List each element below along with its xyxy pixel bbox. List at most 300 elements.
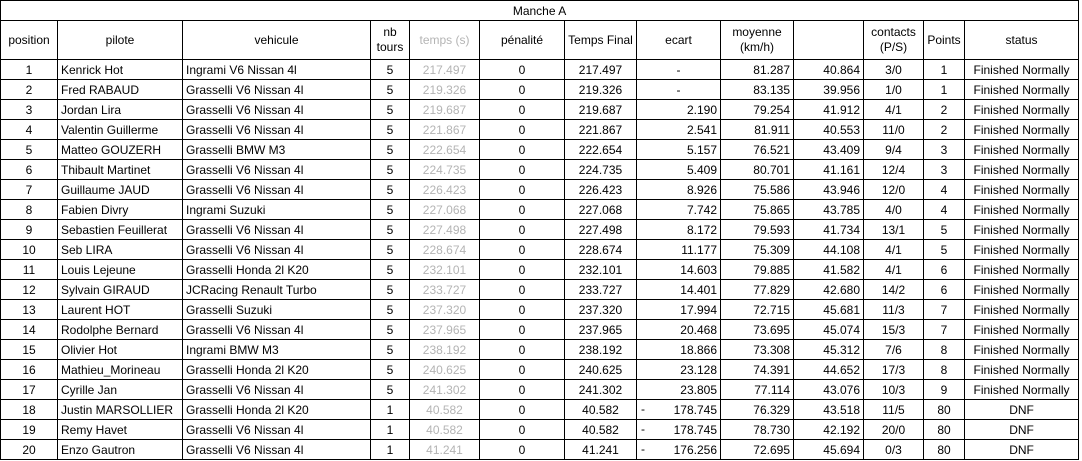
cell-ecart [637, 420, 721, 440]
sheet-title: Manche A [1, 1, 1079, 21]
cell-points: 7 [924, 320, 965, 340]
ecart-value: - [676, 82, 681, 97]
cell-points: 80 [924, 420, 965, 440]
cell-temps-final: 226.423 [565, 180, 637, 200]
cell-moyenne: 81.287 [721, 60, 794, 80]
cell-nb-tours: 5 [371, 320, 410, 340]
table-row [1, 260, 1079, 280]
cell-points: 5 [924, 240, 965, 260]
cell-pilote: Enzo Gautron [58, 440, 183, 460]
cell-status: Finished Normally [965, 280, 1079, 300]
cell-penalite: 0 [480, 200, 565, 220]
cell-status: Finished Normally [965, 100, 1079, 120]
cell-temps: 217.497 [410, 60, 480, 80]
header-row [1, 21, 1079, 60]
cell-nb-tours: 5 [371, 200, 410, 220]
ecart-value: - [676, 62, 681, 77]
cell-extra: 45.312 [794, 340, 864, 360]
cell-ecart [637, 120, 721, 140]
ecart-value: 2.541 [686, 122, 717, 137]
ecart-value: 23.128 [680, 362, 717, 377]
cell-points: 2 [924, 100, 965, 120]
cell-temps-final: 241.302 [565, 380, 637, 400]
cell-pilote: Valentin Guillerme [58, 120, 183, 140]
cell-contacts: 7/6 [864, 340, 924, 360]
cell-vehicule: Grasselli V6 Nissan 4l [183, 420, 371, 440]
cell-contacts: 1/0 [864, 80, 924, 100]
cell-contacts: 4/0 [864, 200, 924, 220]
header-moyenne: moyenne (km/h) [721, 21, 794, 60]
cell-pilote: Guillaume JAUD [58, 180, 183, 200]
cell-vehicule: Ingrami V6 Nissan 4l [183, 60, 371, 80]
cell-temps-final: 240.625 [565, 360, 637, 380]
ecart-value: 5.409 [686, 162, 717, 177]
cell-status: Finished Normally [965, 360, 1079, 380]
cell-nb-tours: 5 [371, 60, 410, 80]
table-row [1, 300, 1079, 320]
cell-ecart [637, 80, 721, 100]
cell-penalite: 0 [480, 100, 565, 120]
header-extra [794, 21, 864, 60]
cell-ecart [637, 400, 721, 420]
cell-ecart [637, 380, 721, 400]
cell-status: Finished Normally [965, 320, 1079, 340]
cell-position: 11 [1, 260, 58, 280]
cell-position: 9 [1, 220, 58, 240]
cell-extra: 40.864 [794, 60, 864, 80]
cell-status: DNF [965, 440, 1079, 460]
cell-ecart [637, 320, 721, 340]
cell-points: 4 [924, 180, 965, 200]
cell-vehicule: Grasselli Honda 2l K20 [183, 360, 371, 380]
header-vehicule: vehicule [183, 21, 371, 60]
cell-position: 6 [1, 160, 58, 180]
cell-moyenne: 72.695 [721, 440, 794, 460]
cell-nb-tours: 5 [371, 240, 410, 260]
ecart-value: 14.603 [680, 262, 717, 277]
cell-points: 8 [924, 340, 965, 360]
cell-vehicule: Ingrami BMW M3 [183, 340, 371, 360]
cell-penalite: 0 [480, 400, 565, 420]
cell-vehicule: Grasselli V6 Nissan 4l [183, 180, 371, 200]
cell-pilote: Fred RABAUD [58, 80, 183, 100]
cell-moyenne: 72.715 [721, 300, 794, 320]
cell-vehicule: Grasselli V6 Nissan 4l [183, 240, 371, 260]
cell-penalite: 0 [480, 60, 565, 80]
ecart-value: 5.157 [686, 142, 717, 157]
cell-temps: 40.582 [410, 420, 480, 440]
cell-pilote: Cyrille Jan [58, 380, 183, 400]
cell-moyenne: 76.329 [721, 400, 794, 420]
cell-position: 12 [1, 280, 58, 300]
cell-temps-final: 237.320 [565, 300, 637, 320]
cell-temps-final: 233.727 [565, 280, 637, 300]
cell-nb-tours: 5 [371, 100, 410, 120]
cell-pilote: Kenrick Hot [58, 60, 183, 80]
cell-pilote: Olivier Hot [58, 340, 183, 360]
cell-extra: 45.074 [794, 320, 864, 340]
cell-extra: 43.518 [794, 400, 864, 420]
cell-moyenne: 73.308 [721, 340, 794, 360]
cell-temps: 226.423 [410, 180, 480, 200]
cell-temps-final: 228.674 [565, 240, 637, 260]
cell-vehicule: JCRacing Renault Turbo [183, 280, 371, 300]
cell-status: Finished Normally [965, 80, 1079, 100]
cell-vehicule: Grasselli V6 Nissan 4l [183, 120, 371, 140]
header-pilote: pilote [58, 21, 183, 60]
cell-nb-tours: 5 [371, 340, 410, 360]
cell-temps: 41.241 [410, 440, 480, 460]
cell-points: 6 [924, 260, 965, 280]
cell-moyenne: 78.730 [721, 420, 794, 440]
ecart-value: 17.994 [680, 302, 717, 317]
cell-penalite: 0 [480, 320, 565, 340]
table-row [1, 360, 1079, 380]
table-row [1, 400, 1079, 420]
cell-temps: 228.674 [410, 240, 480, 260]
cell-nb-tours: 5 [371, 360, 410, 380]
cell-vehicule: Grasselli BMW M3 [183, 140, 371, 160]
cell-status: Finished Normally [965, 220, 1079, 240]
cell-pilote: Thibault Martinet [58, 160, 183, 180]
cell-position: 18 [1, 400, 58, 420]
cell-extra: 42.680 [794, 280, 864, 300]
cell-points: 3 [924, 160, 965, 180]
cell-position: 20 [1, 440, 58, 460]
cell-nb-tours: 5 [371, 280, 410, 300]
cell-temps: 224.735 [410, 160, 480, 180]
cell-temps-final: 217.497 [565, 60, 637, 80]
cell-ecart [637, 340, 721, 360]
header-points: Points [924, 21, 965, 60]
header-position: position [1, 21, 58, 60]
cell-temps: 222.654 [410, 140, 480, 160]
cell-extra: 43.785 [794, 200, 864, 220]
cell-extra: 43.409 [794, 140, 864, 160]
cell-points: 4 [924, 200, 965, 220]
cell-temps: 232.101 [410, 260, 480, 280]
cell-nb-tours: 1 [371, 440, 410, 460]
cell-moyenne: 74.391 [721, 360, 794, 380]
ecart-value: 8.926 [686, 182, 717, 197]
cell-status: Finished Normally [965, 180, 1079, 200]
cell-status: Finished Normally [965, 260, 1079, 280]
cell-contacts: 11/5 [864, 400, 924, 420]
cell-contacts: 13/1 [864, 220, 924, 240]
cell-temps: 241.302 [410, 380, 480, 400]
cell-contacts: 14/2 [864, 280, 924, 300]
cell-points: 6 [924, 280, 965, 300]
ecart-value: 23.805 [680, 382, 717, 397]
cell-contacts: 4/1 [864, 260, 924, 280]
cell-temps-final: 227.498 [565, 220, 637, 240]
cell-ecart [637, 260, 721, 280]
table-row [1, 200, 1079, 220]
cell-ecart [637, 60, 721, 80]
header-ecart: ecart [637, 21, 721, 60]
ecart-value: 178.745 [673, 422, 717, 437]
cell-ecart [637, 100, 721, 120]
cell-temps: 238.192 [410, 340, 480, 360]
cell-temps-final: 224.735 [565, 160, 637, 180]
cell-penalite: 0 [480, 80, 565, 100]
ecart-value: 178.745 [673, 402, 717, 417]
cell-points: 1 [924, 60, 965, 80]
cell-ecart [637, 240, 721, 260]
cell-temps: 219.687 [410, 100, 480, 120]
cell-vehicule: Grasselli Suzuki [183, 300, 371, 320]
cell-pilote: Sebastien Feuillerat [58, 220, 183, 240]
cell-penalite: 0 [480, 340, 565, 360]
cell-points: 80 [924, 400, 965, 420]
cell-temps-final: 40.582 [565, 420, 637, 440]
cell-contacts: 0/3 [864, 440, 924, 460]
cell-status: Finished Normally [965, 160, 1079, 180]
cell-status: Finished Normally [965, 300, 1079, 320]
cell-extra: 42.192 [794, 420, 864, 440]
cell-status: Finished Normally [965, 340, 1079, 360]
header-status: status [965, 21, 1079, 60]
cell-vehicule: Grasselli V6 Nissan 4l [183, 380, 371, 400]
cell-temps: 237.320 [410, 300, 480, 320]
ecart-value: 18.866 [680, 342, 717, 357]
cell-temps-final: 221.867 [565, 120, 637, 140]
cell-position: 10 [1, 240, 58, 260]
table-row [1, 440, 1079, 460]
cell-nb-tours: 5 [371, 380, 410, 400]
ecart-dash: - [641, 402, 645, 416]
cell-points: 80 [924, 440, 965, 460]
table-row [1, 160, 1079, 180]
cell-nb-tours: 5 [371, 160, 410, 180]
cell-position: 2 [1, 80, 58, 100]
cell-penalite: 0 [480, 220, 565, 240]
cell-contacts: 11/3 [864, 300, 924, 320]
cell-penalite: 0 [480, 240, 565, 260]
cell-penalite: 0 [480, 180, 565, 200]
cell-pilote: Mathieu_Morineau [58, 360, 183, 380]
cell-vehicule: Grasselli V6 Nissan 4l [183, 440, 371, 460]
cell-pilote: Fabien Divry [58, 200, 183, 220]
header-penalite: pénalité [480, 21, 565, 60]
cell-pilote: Sylvain GIRAUD [58, 280, 183, 300]
cell-moyenne: 81.911 [721, 120, 794, 140]
cell-contacts: 12/0 [864, 180, 924, 200]
cell-position: 3 [1, 100, 58, 120]
cell-temps-final: 237.965 [565, 320, 637, 340]
cell-penalite: 0 [480, 260, 565, 280]
cell-contacts: 4/1 [864, 240, 924, 260]
cell-vehicule: Grasselli V6 Nissan 4l [183, 320, 371, 340]
cell-nb-tours: 5 [371, 180, 410, 200]
table-row [1, 280, 1079, 300]
cell-position: 13 [1, 300, 58, 320]
cell-nb-tours: 1 [371, 400, 410, 420]
table-row [1, 80, 1079, 100]
cell-nb-tours: 5 [371, 140, 410, 160]
cell-vehicule: Grasselli V6 Nissan 4l [183, 100, 371, 120]
cell-extra: 39.956 [794, 80, 864, 100]
table-row [1, 60, 1079, 80]
cell-vehicule: Grasselli Honda 2l K20 [183, 260, 371, 280]
ecart-dash: - [641, 422, 645, 436]
cell-ecart [637, 160, 721, 180]
cell-extra: 45.681 [794, 300, 864, 320]
cell-ecart [637, 440, 721, 460]
cell-vehicule: Grasselli V6 Nissan 4l [183, 220, 371, 240]
cell-contacts: 4/1 [864, 100, 924, 120]
cell-position: 15 [1, 340, 58, 360]
cell-points: 5 [924, 220, 965, 240]
ecart-dash: - [641, 442, 645, 456]
cell-contacts: 12/4 [864, 160, 924, 180]
cell-points: 3 [924, 140, 965, 160]
cell-temps: 233.727 [410, 280, 480, 300]
cell-vehicule: Grasselli V6 Nissan 4l [183, 160, 371, 180]
ecart-value: 11.177 [681, 242, 717, 257]
cell-temps: 240.625 [410, 360, 480, 380]
cell-contacts: 17/3 [864, 360, 924, 380]
header-temps: temps (s) [410, 21, 480, 60]
cell-status: Finished Normally [965, 380, 1079, 400]
cell-pilote: Seb LIRA [58, 240, 183, 260]
cell-position: 1 [1, 60, 58, 80]
cell-status: Finished Normally [965, 140, 1079, 160]
cell-temps-final: 227.068 [565, 200, 637, 220]
cell-temps: 40.582 [410, 400, 480, 420]
cell-nb-tours: 5 [371, 220, 410, 240]
header-nb-tours: nb tours [371, 21, 410, 60]
cell-extra: 41.161 [794, 160, 864, 180]
cell-extra: 44.652 [794, 360, 864, 380]
cell-points: 2 [924, 120, 965, 140]
table-row [1, 220, 1079, 240]
cell-vehicule: Ingrami Suzuki [183, 200, 371, 220]
cell-extra: 45.694 [794, 440, 864, 460]
cell-extra: 41.912 [794, 100, 864, 120]
cell-ecart [637, 300, 721, 320]
cell-pilote: Jordan Lira [58, 100, 183, 120]
cell-moyenne: 75.865 [721, 200, 794, 220]
cell-vehicule: Grasselli V6 Nissan 4l [183, 80, 371, 100]
cell-pilote: Louis Lejeune [58, 260, 183, 280]
table-row [1, 240, 1079, 260]
cell-pilote: Remy Havet [58, 420, 183, 440]
ecart-value: 2.190 [686, 102, 717, 117]
cell-temps-final: 219.687 [565, 100, 637, 120]
cell-pilote: Matteo GOUZERH [58, 140, 183, 160]
cell-moyenne: 77.829 [721, 280, 794, 300]
cell-vehicule: Grasselli Honda 2l K20 [183, 400, 371, 420]
cell-ecart [637, 220, 721, 240]
cell-extra: 41.582 [794, 260, 864, 280]
cell-penalite: 0 [480, 300, 565, 320]
cell-temps: 221.867 [410, 120, 480, 140]
cell-penalite: 0 [480, 420, 565, 440]
cell-penalite: 0 [480, 360, 565, 380]
cell-moyenne: 77.114 [721, 380, 794, 400]
cell-ecart [637, 180, 721, 200]
cell-temps: 237.965 [410, 320, 480, 340]
ecart-value: 8.172 [686, 222, 717, 237]
cell-nb-tours: 5 [371, 260, 410, 280]
cell-status: Finished Normally [965, 240, 1079, 260]
cell-temps-final: 232.101 [565, 260, 637, 280]
cell-moyenne: 83.135 [721, 80, 794, 100]
cell-moyenne: 80.701 [721, 160, 794, 180]
cell-moyenne: 73.695 [721, 320, 794, 340]
cell-status: DNF [965, 420, 1079, 440]
cell-contacts: 9/4 [864, 140, 924, 160]
cell-position: 7 [1, 180, 58, 200]
cell-penalite: 0 [480, 160, 565, 180]
cell-status: Finished Normally [965, 60, 1079, 80]
ecart-value: 20.468 [680, 322, 717, 337]
cell-ecart [637, 280, 721, 300]
table-row [1, 320, 1079, 340]
cell-position: 14 [1, 320, 58, 340]
cell-points: 1 [924, 80, 965, 100]
cell-status: Finished Normally [965, 200, 1079, 220]
cell-extra: 40.553 [794, 120, 864, 140]
cell-position: 5 [1, 140, 58, 160]
cell-ecart [637, 140, 721, 160]
cell-contacts: 10/3 [864, 380, 924, 400]
cell-temps: 219.326 [410, 80, 480, 100]
cell-moyenne: 75.309 [721, 240, 794, 260]
cell-ecart [637, 360, 721, 380]
cell-moyenne: 79.593 [721, 220, 794, 240]
cell-temps: 227.498 [410, 220, 480, 240]
cell-contacts: 20/0 [864, 420, 924, 440]
ecart-value: 14.401 [680, 282, 717, 297]
cell-position: 17 [1, 380, 58, 400]
cell-temps-final: 40.582 [565, 400, 637, 420]
cell-extra: 43.946 [794, 180, 864, 200]
table-row [1, 180, 1079, 200]
cell-ecart [637, 200, 721, 220]
cell-nb-tours: 5 [371, 300, 410, 320]
cell-penalite: 0 [480, 280, 565, 300]
table-row [1, 120, 1079, 140]
cell-position: 4 [1, 120, 58, 140]
cell-position: 19 [1, 420, 58, 440]
cell-contacts: 15/3 [864, 320, 924, 340]
table-row [1, 140, 1079, 160]
cell-moyenne: 75.586 [721, 180, 794, 200]
cell-position: 8 [1, 200, 58, 220]
ecart-value: 7.742 [686, 202, 717, 217]
cell-pilote: Laurent HOT [58, 300, 183, 320]
cell-nb-tours: 1 [371, 420, 410, 440]
cell-temps-final: 219.326 [565, 80, 637, 100]
table-row [1, 340, 1079, 360]
table-row [1, 100, 1079, 120]
cell-nb-tours: 5 [371, 80, 410, 100]
cell-status: Finished Normally [965, 120, 1079, 140]
header-contacts: contacts (P/S) [864, 21, 924, 60]
cell-extra: 41.734 [794, 220, 864, 240]
cell-temps: 227.068 [410, 200, 480, 220]
cell-moyenne: 79.885 [721, 260, 794, 280]
cell-extra: 44.108 [794, 240, 864, 260]
table-row [1, 420, 1079, 440]
cell-nb-tours: 5 [371, 120, 410, 140]
cell-moyenne: 76.521 [721, 140, 794, 160]
cell-points: 8 [924, 360, 965, 380]
cell-status: DNF [965, 400, 1079, 420]
cell-moyenne: 79.254 [721, 100, 794, 120]
